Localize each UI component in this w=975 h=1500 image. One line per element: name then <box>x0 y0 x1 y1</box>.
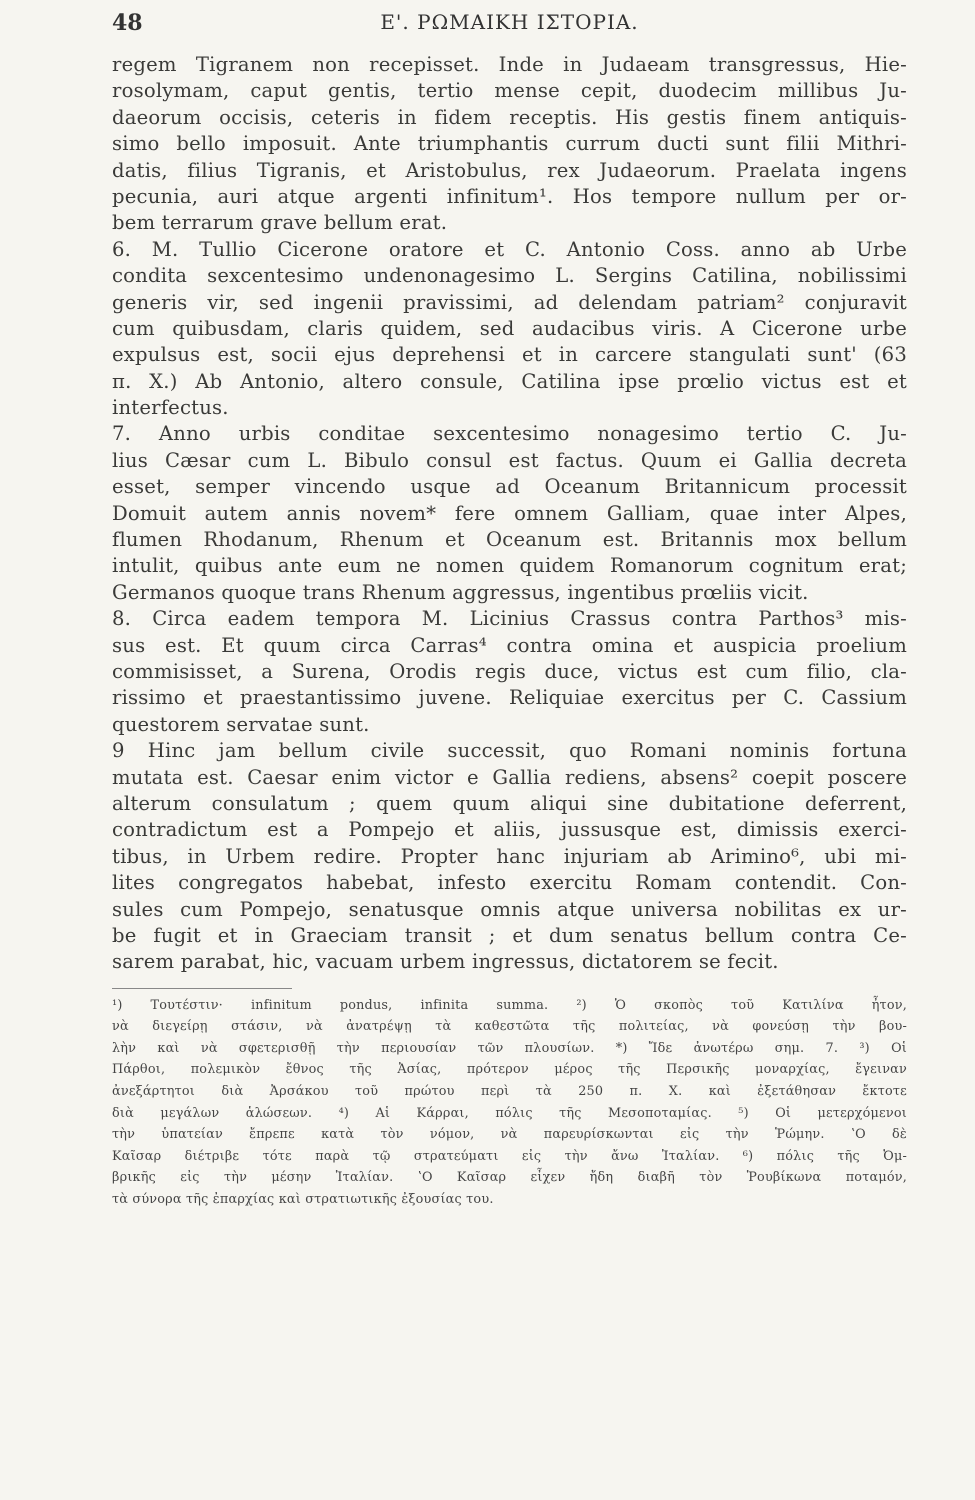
footnote-line: βρικῆς εἰς τὴν μέσην Ἰταλίαν. ʽΟ Καῖσαρ εἶχεν ἤδη διαβῆ τὸν Ῥουβίκωνα ποταμόν, <box>112 1170 907 1186</box>
text-line: regem Tigranem non recepisset. Inde in Judaeam transgressus, Hie- <box>112 53 907 76</box>
text-line: Domuit autem annis novem* fere omnem Galliam, quae inter Alpes, <box>112 501 907 525</box>
page-header <box>112 8 907 48</box>
text-line: cum quibusdam, claris quidem, sed audacibus viris. A Cicerone urbe <box>112 316 907 340</box>
text-line: sules cum Pompejo, senatusque omnis atque universa nobilitas ex ur- <box>112 897 907 921</box>
text-line: flumen Rhodanum, Rhenum et Oceanum est. Britannis mox bellum <box>112 528 907 552</box>
footnote-line: τὰ σύνορα τῆς ἐπαρχίας καὶ στρατιωτικῆς ἐξουσίας του. <box>112 1192 494 1208</box>
body-text <box>112 52 907 976</box>
text-line: 6. M. Tullio Cicerone oratore et C. Antonio Coss. anno ab Urbe <box>112 237 907 261</box>
footnote-line: Πάρθοι, πολεμικὸν ἔθνος τῆς Ἀσίας, πρότερον μέρος τῆς Περσικῆς μοναρχίας, ἔγειναν <box>112 1062 907 1078</box>
text-line: bem terrarum grave bellum erat. <box>112 211 448 235</box>
text-line: simo bello imposuit. Ante triumphantis currum ducti sunt filii Mithri- <box>112 132 907 156</box>
text-line: lius Cæsar cum L. Bibulo consul est factus. Quum ei Gallia decreta <box>112 448 907 472</box>
text-line: tibus, in Urbem redire. Propter hanc injuriam ab Arimino⁶, ubi mi- <box>112 844 907 868</box>
footnote-divider <box>112 988 292 989</box>
text-line: π. X.) Ab Antonio, altero consule, Catilina ipse prœlio victus est et <box>112 369 907 393</box>
text-line: Germanos quoque trans Rhenum aggressus, ingentibus prœliis vicit. <box>112 580 809 604</box>
text-line: sus est. Et quum circa Carras⁴ contra omina et auspicia proelium <box>112 633 907 657</box>
text-line: 7. Anno urbis conditae sexcentesimo nonagesimo tertio C. Ju- <box>112 422 907 446</box>
text-line: condita sexcentesimo undenonagesimo L. Sergins Catilina, nobilissimi <box>112 264 907 288</box>
running-title: Ε'. ΡΩΜΑΙΚΗ ΙΣΤΟΡΙΑ. <box>380 10 639 34</box>
text-line: questorem servatae sunt. <box>112 712 370 736</box>
text-line: 9 Hinc jam bellum civile successit, quo Romani nominis fortuna <box>112 739 907 763</box>
footnote-line: Καῖσαρ διέτριβε τότε παρὰ τῷ στρατεύματι εἰς τὴν ἄνω Ἰταλίαν. ⁶) πόλις τῆς Ὀμ- <box>112 1148 907 1164</box>
text-line: pecunia, auri atque argenti infinitum¹. Hos tempore nullum per or- <box>112 184 907 208</box>
text-line: contradictum est a Pompejo et aliis, jussusque est, dimissis exerci- <box>112 818 907 842</box>
footnotes <box>112 995 907 1211</box>
text-line: expulsus est, socii ejus deprehensi et in carcere stangulati sunt' (63 <box>112 343 907 367</box>
page-number: 48 <box>112 10 143 36</box>
text-line: interfectus. <box>112 396 229 420</box>
text-line: rissimo et praestantissimo juvene. Reliquiae exercitus per C. Cassium <box>112 686 907 710</box>
book-page <box>112 8 907 1211</box>
footnote-line: ἀνεξάρτητοι διὰ Ἀρσάκου τοῦ πρώτου περὶ τὰ 250 π. Χ. καὶ ἐξετάθησαν ἔκτοτε <box>112 1084 907 1100</box>
footnote-line: νὰ διεγείρῃ στάσιν, νὰ ἀνατρέψῃ τὰ καθεστῶτα τῆς πολιτείας, νὰ φονεύσῃ τὴν βου- <box>112 1019 907 1035</box>
footnote-line: διὰ μεγάλων ἁλώσεων. ⁴) Αἱ Κάρραι, πόλις τῆς Μεσοποταμίας. ⁵) Οἱ μετερχόμενοι <box>112 1105 907 1121</box>
footnote-line: τὴν ὑπατείαν ἔπρεπε κατὰ τὸν νόμον, νὰ παρευρίσκωνται εἰς τὴν Ῥώμην. ʽΟ δὲ <box>112 1127 907 1143</box>
text-line: generis vir, sed ingenii pravissimi, ad delendam patriam² conjuravit <box>112 290 907 314</box>
text-line: intulit, quibus ante eum ne nomen quidem Romanorum cognitum erat; <box>112 554 907 578</box>
text-line: rosolymam, caput gentis, tertio mense cepit, duodecim millibus Ju- <box>112 79 907 103</box>
text-line: 8. Circa eadem tempora M. Licinius Crassus contra Parthos³ mis- <box>112 607 907 631</box>
text-line: be fugit et in Graeciam transit ; et dum senatus bellum contra Ce- <box>112 923 907 947</box>
text-line: mutata est. Caesar enim victor e Gallia rediens, absens² coepit poscere <box>112 765 907 789</box>
footnote-line: λὴν καὶ νὰ σφετερισθῇ τὴν περιουσίαν τῶν πλουσίων. *) Ἴδε ἀνωτέρω σημ. 7. ³) Οἱ <box>112 1040 907 1056</box>
text-line: esset, semper vincendo usque ad Oceanum Britannicum processit <box>112 475 907 499</box>
text-line: lites congregatos habebat, infesto exercitu Romam contendit. Con- <box>112 871 907 895</box>
text-line: daeorum occisis, ceteris in fidem receptis. His gestis finem antiquis- <box>112 105 907 129</box>
text-line: commisisset, a Surena, Orodis regis duce, victus est cum filio, cla- <box>112 659 907 683</box>
text-line: sarem parabat, hic, vacuam urbem ingressus, dictatorem se fecit. <box>112 950 779 974</box>
footnote-line: ¹) Τουτέστιν· infinitum pondus, infinita summa. ²) Ὁ σκοπὸς τοῦ Κατιλίνα ἦτον, <box>112 997 907 1013</box>
text-line: alterum consulatum ; quem quum aliqui sine dubitatione deferrent, <box>112 791 907 815</box>
text-line: datis, filius Tigranis, et Aristobulus, rex Judaeorum. Praelata ingens <box>112 158 907 182</box>
